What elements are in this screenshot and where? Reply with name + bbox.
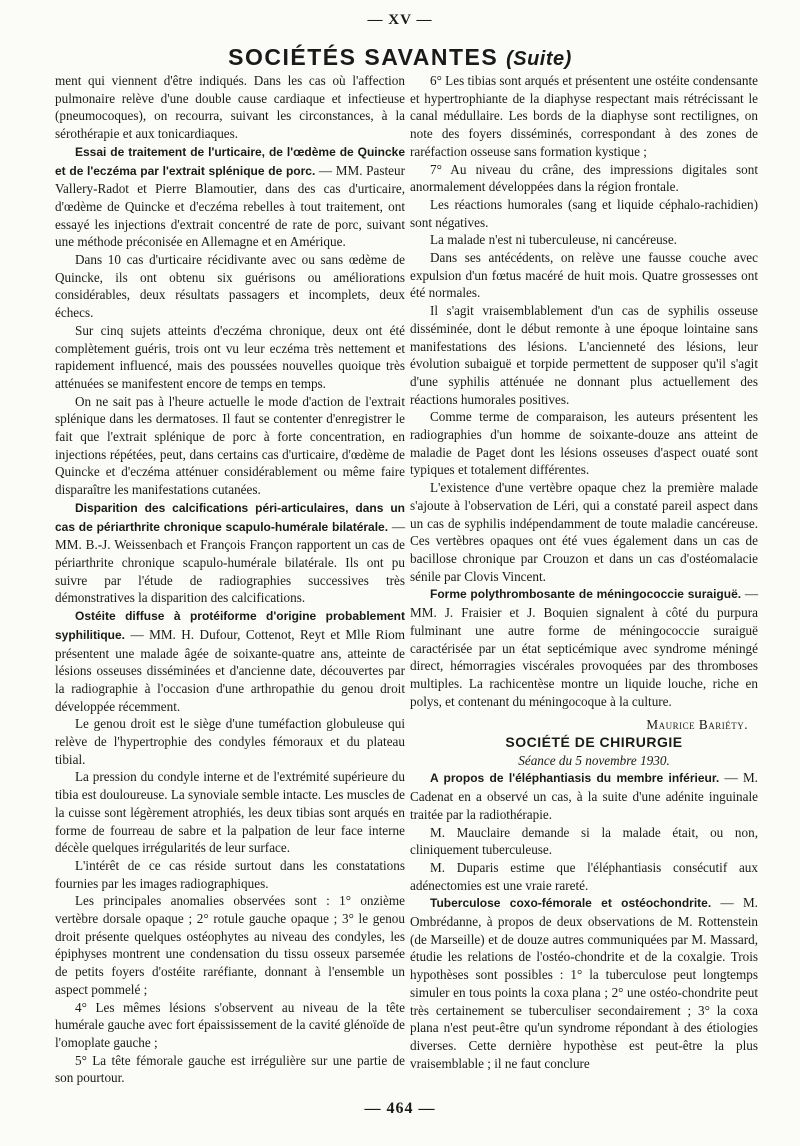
paragraph: Dans ses antécédents, on relève une fausse couche avec expulsion d'un fœtus macéré de huit mois. Quatre grossesses ont été normales.: [410, 250, 758, 301]
article-paragraph: [55, 499, 405, 607]
paragraph: La malade n'est ni tuberculeuse, ni cancéreuse.: [430, 232, 677, 248]
paragraph: Le genou droit est le siège d'une tuméfaction globuleuse qui relève de l'hypertrophie des condyles fémoraux et du plateau tibial.: [55, 716, 405, 767]
author-signature: Maurice Bariéty.: [646, 717, 748, 733]
section-heading: SOCIÉTÉS SAVANTES: [228, 44, 499, 70]
paragraph: Les principales anomalies observées sont : 1° onzième vertèbre dorsale opaque ; 2° rotule gauche opaque ; 3° le genou droit présente quelques ostéophytes au niveau des condyles, les épiphyses montrent une condensation du tissu osseux parsemée de petits foyers d'ostéite raréfiante, donnant à l'ensemble un aspect pommelé ;: [55, 893, 405, 997]
article-paragraph: [410, 769, 758, 823]
article-body: — MM. H. Dufour, Cottenot, Reyt et Mlle Riom présentent une malade âgée de soixante-quatre ans, atteinte de lésions osseuses disséminées et d'ancienne date, découvertes par la radiographie à l'occasion d'une arthropathie du genou droit développée récemment.: [55, 626, 405, 714]
article-body: — MM. Pasteur Vallery-Radot et Pierre Blamoutier, dans des cas d'urticaire, d'œdème de Quincke et d'eczéma rebelles à tout traitement, ont essayé les injections d'extrait concentré de rate de porc, suivant une méthode préconisée en Allemagne et en Amérique.: [55, 162, 405, 250]
article-heading: Ostéite diffuse à protéiforme d'origine probablement syphilitique.: [55, 609, 405, 642]
article-body: — MM. B.-J. Weissenbach et François Françon rapportent un cas de périarthrite chronique scapulo-humérale bilatérale. Ils ont pu suivre par l'étude de radiographies successives très démonstratives la disparition des calcifications.: [55, 518, 406, 606]
page-title: [0, 44, 800, 71]
paragraph: Les réactions humorales (sang et liquide céphalo-rachidien) sont négatives.: [410, 196, 758, 230]
article-heading: Tuberculose coxo-fémorale et ostéochondrite.: [430, 896, 712, 911]
article-body: — M. Ombrédanne, à propos de deux observations de M. Rottenstein (de Marseille) et de douze autres communiquées par M. Massard, étudie les relations de l'ostéo-chondrite et de la coxalgie. Trois hypothèses sont possibles : 1° la tuberculose peut longtemps simuler en tous points la coxa plana ; 2° une ostéo-chondrite peut très certainement se tuberculiser secondairement ; 3° la coxa plana n'est peut-être qu'un syndrome répondant à des étiologies diverses. Cette dernière hypothèse est peut-être la plus vraisemblable ; il ne faut conclure: [410, 895, 758, 1071]
paragraph: Comme terme de comparaison, les auteurs présentent les radiographies d'un homme de soixante-douze ans atteint de maladie de Paget dont les lésions osseuses d'aspect ouaté sont typiques et totalement différentes.: [410, 409, 758, 478]
paragraph: M. Duparis estime que l'éléphantiasis consécutif aux adénectomies est une vraie rareté.: [410, 859, 758, 893]
society-section-title: SOCIÉTÉ DE CHIRURGIE: [505, 734, 683, 751]
article-paragraph: [410, 585, 758, 710]
article-heading: Forme polythrombosante de méningococcie suraiguë.: [430, 587, 742, 602]
article-paragraph: [410, 894, 758, 1072]
right-column: [410, 72, 758, 1072]
article-paragraph: [55, 607, 405, 715]
paragraph: On ne sait pas à l'heure actuelle le mode d'action de l'extrait splénique dans les dermatoses. Il faut se contenter d'enregistrer le fait que l'extrait splénique de porc à forte concentration, en injections répétées, peut, dans certains cas d'urticaire, d'œdème de Quincke et d'eczéma atténuer considérablement ou même faire disparaître les manifestations cutanées.: [55, 393, 405, 498]
article-body: — M. Cadenat en a observé un cas, à la suite d'une adénite inguinale traitée par la radiothérapie.: [410, 770, 758, 822]
paragraph: 4° Les mêmes lésions s'observent au niveau de la tête humérale gauche avec fort épaississement de la cavité glénoïde de l'omoplate gauche ;: [55, 999, 405, 1050]
paragraph: Dans 10 cas d'urticaire récidivante avec ou sans œdème de Quincke, ils ont obtenu six guérisons ou améliorations considérables, deux résultats passagers et incomplets, deux échecs.: [55, 252, 405, 321]
paragraph: Il s'agit vraisemblablement d'un cas de syphilis osseuse disséminée, dont le début remonte à une époque lointaine sans manifestations des lésions. L'ancienneté des lésions, leur évolution subaiguë et torpide permettent de supposer qu'il s'agit d'une syphilis atténuée ne donnant plus actuellement des réactions humorales positives.: [410, 303, 758, 407]
page-number: — 464 —: [364, 1100, 436, 1117]
article-paragraph: [55, 143, 405, 251]
paragraph: ment qui viennent d'être indiqués. Dans les cas où l'affection pulmonaire relève d'une double cause cardiaque et infectieuse (pneumocoques), on recourra, suivant les circonstances, à la sérothérapie et aux tonicardiaques.: [55, 73, 405, 142]
paragraph: L'intérêt de ce cas réside surtout dans les constatations fournies par les images radiographiques.: [55, 857, 405, 891]
paragraph: L'existence d'une vertèbre opaque chez la première malade s'ajoute à l'observation de Léri, qui a constaté pareil aspect dans un cas de syphilis indépendamment de toute maladie cancéreuse. Ces vertèbres opaques ont été vues également dans un cas de bacillose chronique par Crouzon et dans un cas d'ostéomalacie sénile par Clovis Vincent.: [410, 480, 758, 584]
article-body: — MM. J. Fraisier et J. Boquien signalent à côté du purpura fulminant une autre forme de méningococcie suraiguë caractérisée par un état septicémique avec syndrome méningé direct, hémorragies viscérales provoquées par des thromboses multiples. La rachicentèse montre un liquide louche, riche en polys, et contenant du méningocoque à la culture.: [410, 586, 758, 709]
paragraph: Sur cinq sujets atteints d'eczéma chronique, deux ont été complètement guéris, trois ont vu leur eczéma très nettement et rapidement influencé, mais des poussées nouvelles quoique très atténuées se manifestent encore de temps en temps.: [55, 322, 405, 391]
page-roman-numeral: — XV —: [367, 12, 433, 28]
paragraph: 6° Les tibias sont arqués et présentent une ostéite condensante et hypertrophiante de la diaphyse respectant mais rétrécissant le canal médullaire. Les bords de la diaphyse sont rectilignes, on note des foyers disséminés, correspondant à des zones de raréfaction osseuse sans formation kystique ;: [410, 73, 758, 159]
paragraph: M. Mauclaire demande si la malade était, ou non, cliniquement tuberculeuse.: [410, 824, 758, 858]
section-heading-suite: (Suite): [506, 48, 572, 70]
left-column: [55, 72, 405, 1087]
paragraph: 7° Au niveau du crâne, des impressions digitales sont anormalement développées dans la région frontale.: [410, 161, 758, 195]
article-heading: Disparition des calcifications péri-articulaires, dans un cas de périarthrite chronique scapulo-humérale bilatérale.: [55, 500, 405, 534]
paragraph: La pression du condyle interne et de l'extrémité supérieure du tibia est douloureuse. La synoviale semble intacte. Les muscles de la cuisse sont légèrement atrophiés, les deux tibias sont arqués en forme de fourreau de sabre et la palpation de leur face interne décèle quelques irrégularités de leur surface.: [55, 769, 405, 856]
article-heading: Essai de traitement de l'urticaire, de l'œdème de Quincke et de l'eczéma par l'extrait splénique de porc.: [55, 144, 405, 178]
paragraph: 5° La tête fémorale gauche est irrégulière sur une partie de son pourtour.: [55, 1052, 405, 1086]
session-date: Séance du 5 novembre 1930.: [518, 752, 670, 768]
article-heading: A propos de l'éléphantiasis du membre inférieur.: [430, 771, 720, 786]
